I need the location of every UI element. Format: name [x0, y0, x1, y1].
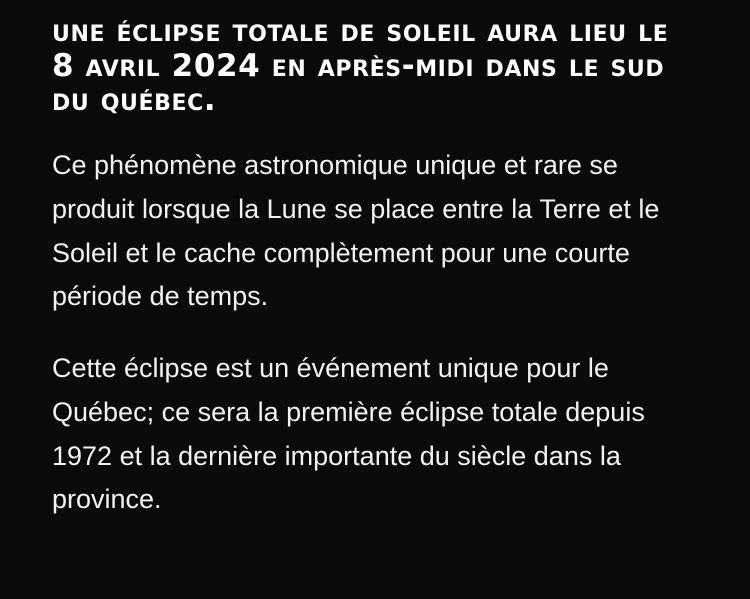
paragraph-2: Cette éclipse est un événement unique pour le Québec; ce sera la première éclipse totale depuis 1972 et la dernière importante du siècle dans la province. [52, 353, 645, 515]
page-title: une éclipse totale de soleil aura lieu le 8 avril 2024 en après-midi dans le sud du québec. [52, 13, 669, 119]
paragraph-1: Ce phénomène astronomique unique et rare se produit lorsque la Lune se place entre la Terre et le Soleil et le cache complètement pour une courte période de temps. [52, 150, 660, 312]
